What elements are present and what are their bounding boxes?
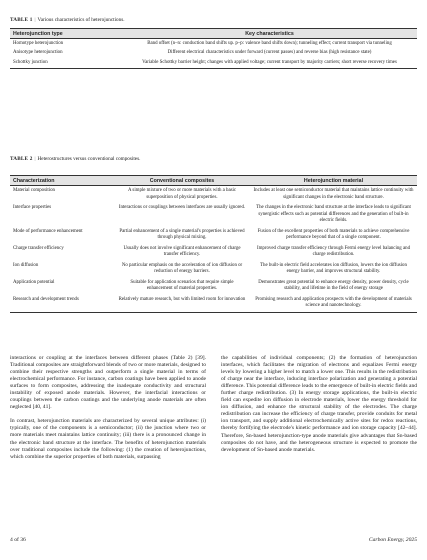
table-cell: Variable Schottky barrier height; changes with applied voltage; current transport by majority carriers; short reverse recovery times [142, 59, 397, 65]
body-column-left [10, 355, 206, 468]
table1-caption [10, 17, 125, 23]
table-cell: Research and development trends [13, 297, 79, 303]
table2-title: Heterostructures versus conventional composites. [37, 156, 141, 162]
table-row [10, 295, 417, 313]
table-cell: Promising research and application prospects with the development of materials science and nanotechnology. [255, 297, 412, 309]
table-row [10, 227, 417, 244]
table1-label: TABLE 1 [10, 17, 33, 23]
table2-header: Characterization [13, 177, 55, 184]
table-cell: Demonstrates great potential to enhance energy density, power density, cycle stability, and lifetime in the field of energy storage [258, 280, 409, 292]
table-cell: Includes at least one semiconductor material that maintains lattice continuity with significant changes in the electronic band structure. [253, 188, 414, 200]
table-cell: Interactions or couplings between interfaces are usually ignored. [118, 205, 246, 211]
table-cell: Fusion of the excellent properties of both materials to achieve comprehensive performance beyond that of a single component. [257, 228, 410, 241]
body-paragraph: In contrast, heterojunction materials are characterized by several unique attributes: (i) typically, one of the components is a semiconductor; (ii) the junction where two or more materials meet maintains lattice continuity; (iii) there is a pronounced change in the electronic band structure at the interface. The benefits of heterojunction materials over traditional composites include the following: (1) the creation of heterojunctions, which combine the superior properties of both materials, surpassing [10, 418, 206, 460]
table-cell: The built-in electric field accelerates ion diffusion, lowers the ion diffusion energy barrier, and improves structural stability. [260, 263, 407, 275]
table-row [10, 203, 417, 226]
table-cell: Improved charge transfer efficiency through Fermi energy level balancing and charge redistribution. [256, 245, 411, 258]
table-cell: Relatively mature research, but with limited room for innovation [118, 297, 246, 303]
page-number: 4 of 36 [10, 537, 26, 543]
table-cell: Homotype heterojunction [13, 40, 64, 46]
table-cell: The changes in the electronic band structure at the interface leads to significant synergistic effects such as potential differences and the generation of built-in electric fields. [256, 205, 411, 224]
table-cell: Suitable for application scenarios that require simple enhancement of material properties. [130, 280, 234, 292]
table-row [10, 278, 417, 295]
caption-separator: | [34, 156, 36, 162]
table-cell: Usually does not involve significant enhancement of charge transfer efficiency. [123, 245, 241, 258]
table-row [10, 39, 417, 49]
table1 [10, 28, 417, 69]
table-cell: No particular emphasis on the acceleration of ion diffusion or reduction of energy barriers. [121, 263, 243, 275]
table1-header-row [10, 29, 417, 39]
table-cell: Application potential [13, 280, 55, 286]
table-row [10, 244, 417, 261]
table2-header-row [10, 176, 417, 186]
table-row [10, 49, 417, 58]
table1-header: Key characteristics [245, 30, 294, 37]
journal-name: Carbon Energy, 2025 [368, 537, 417, 543]
table-row [10, 186, 417, 204]
table-row [10, 58, 417, 68]
body-column-right [221, 355, 417, 461]
table-cell: Interface properties [13, 205, 52, 211]
table2-header: Conventional composites [149, 177, 215, 184]
table-cell: Band offset (n–n: conduction band shifts up. p–p: valence band shifts down); tunneling effect; current transport via tunneling [147, 40, 392, 46]
table2-header: Heterojunction material [303, 177, 364, 184]
table-cell: Schottky junction [13, 59, 48, 65]
table2-label: TABLE 2 [10, 156, 33, 162]
table2-caption [10, 156, 140, 162]
table-cell: Charge transfer efficiency [13, 245, 64, 251]
table-cell: Mode of performance enhancement [13, 228, 83, 234]
table-cell: A simple mixture of two or more materials with a basic superposition of physical properties. [127, 188, 237, 200]
table-cell: Partial enhancement of a single material's properties is achieved through physical mixing. [119, 228, 245, 241]
table-cell: Anisotype heterojunction [13, 50, 63, 56]
table2 [10, 175, 417, 313]
table-cell: Material composition [13, 188, 55, 194]
table-cell: Ion diffusion [13, 263, 39, 268]
table-cell: Different electrical characteristics under forward (current passes) and reverse bias (high resistance state) [167, 50, 372, 56]
caption-separator: | [34, 17, 36, 23]
table1-title: Various characteristics of heterojunctions. [37, 17, 125, 23]
body-paragraph: the capabilities of individual components; (2) the formation of heterojunction interfaces, which facilitates the migration of electrons and equalizes Fermi energy levels by lowering a higher level to match a lower one. This results in the redistribution of charge near the interface, inducing interface polarization and generating a potential difference. This potential difference leads to the emergence of built-in electric fields and further charge redistribution. (3) In energy storage applications, the built-in electric field can expedite ion diffusion in electrode materials, lower the energy threshold for ion diffusion, and enhance the structural stability of the electrodes. The charge redistribution can increase the efficiency of charge transfer, provide conduits for metal ion transport, and supply additional electrochemically active sites for redox reactions, thereby fortifying the electrode's kinetic performance and ion storage capacity [42–44]. Therefore, Sn-based heterojunction-type anode materials give advantages that Sn-based composites do not have, and the heterogeneous structure is expected to promote the development of Sn-based anode materials. [221, 355, 417, 453]
table1-header: Heterojunction type [13, 30, 63, 37]
table-row [10, 261, 417, 278]
body-paragraph: interactions or coupling at the interfaces between different phases (Table 2) [39]. Traditional composites are straightforward blends of two or more materials, designed to combine their respective strengths and outperform a single material in terms of electrochemical performance. For instance, carbon coatings have been applied to anode surfaces to form composites, addressing the inadequate conductivity and structural instability of exposed anode materials. However, the interfacial interactions or couplings between the carbon coatings and the underlying anode materials are often neglected [40, 41]. [10, 355, 206, 411]
